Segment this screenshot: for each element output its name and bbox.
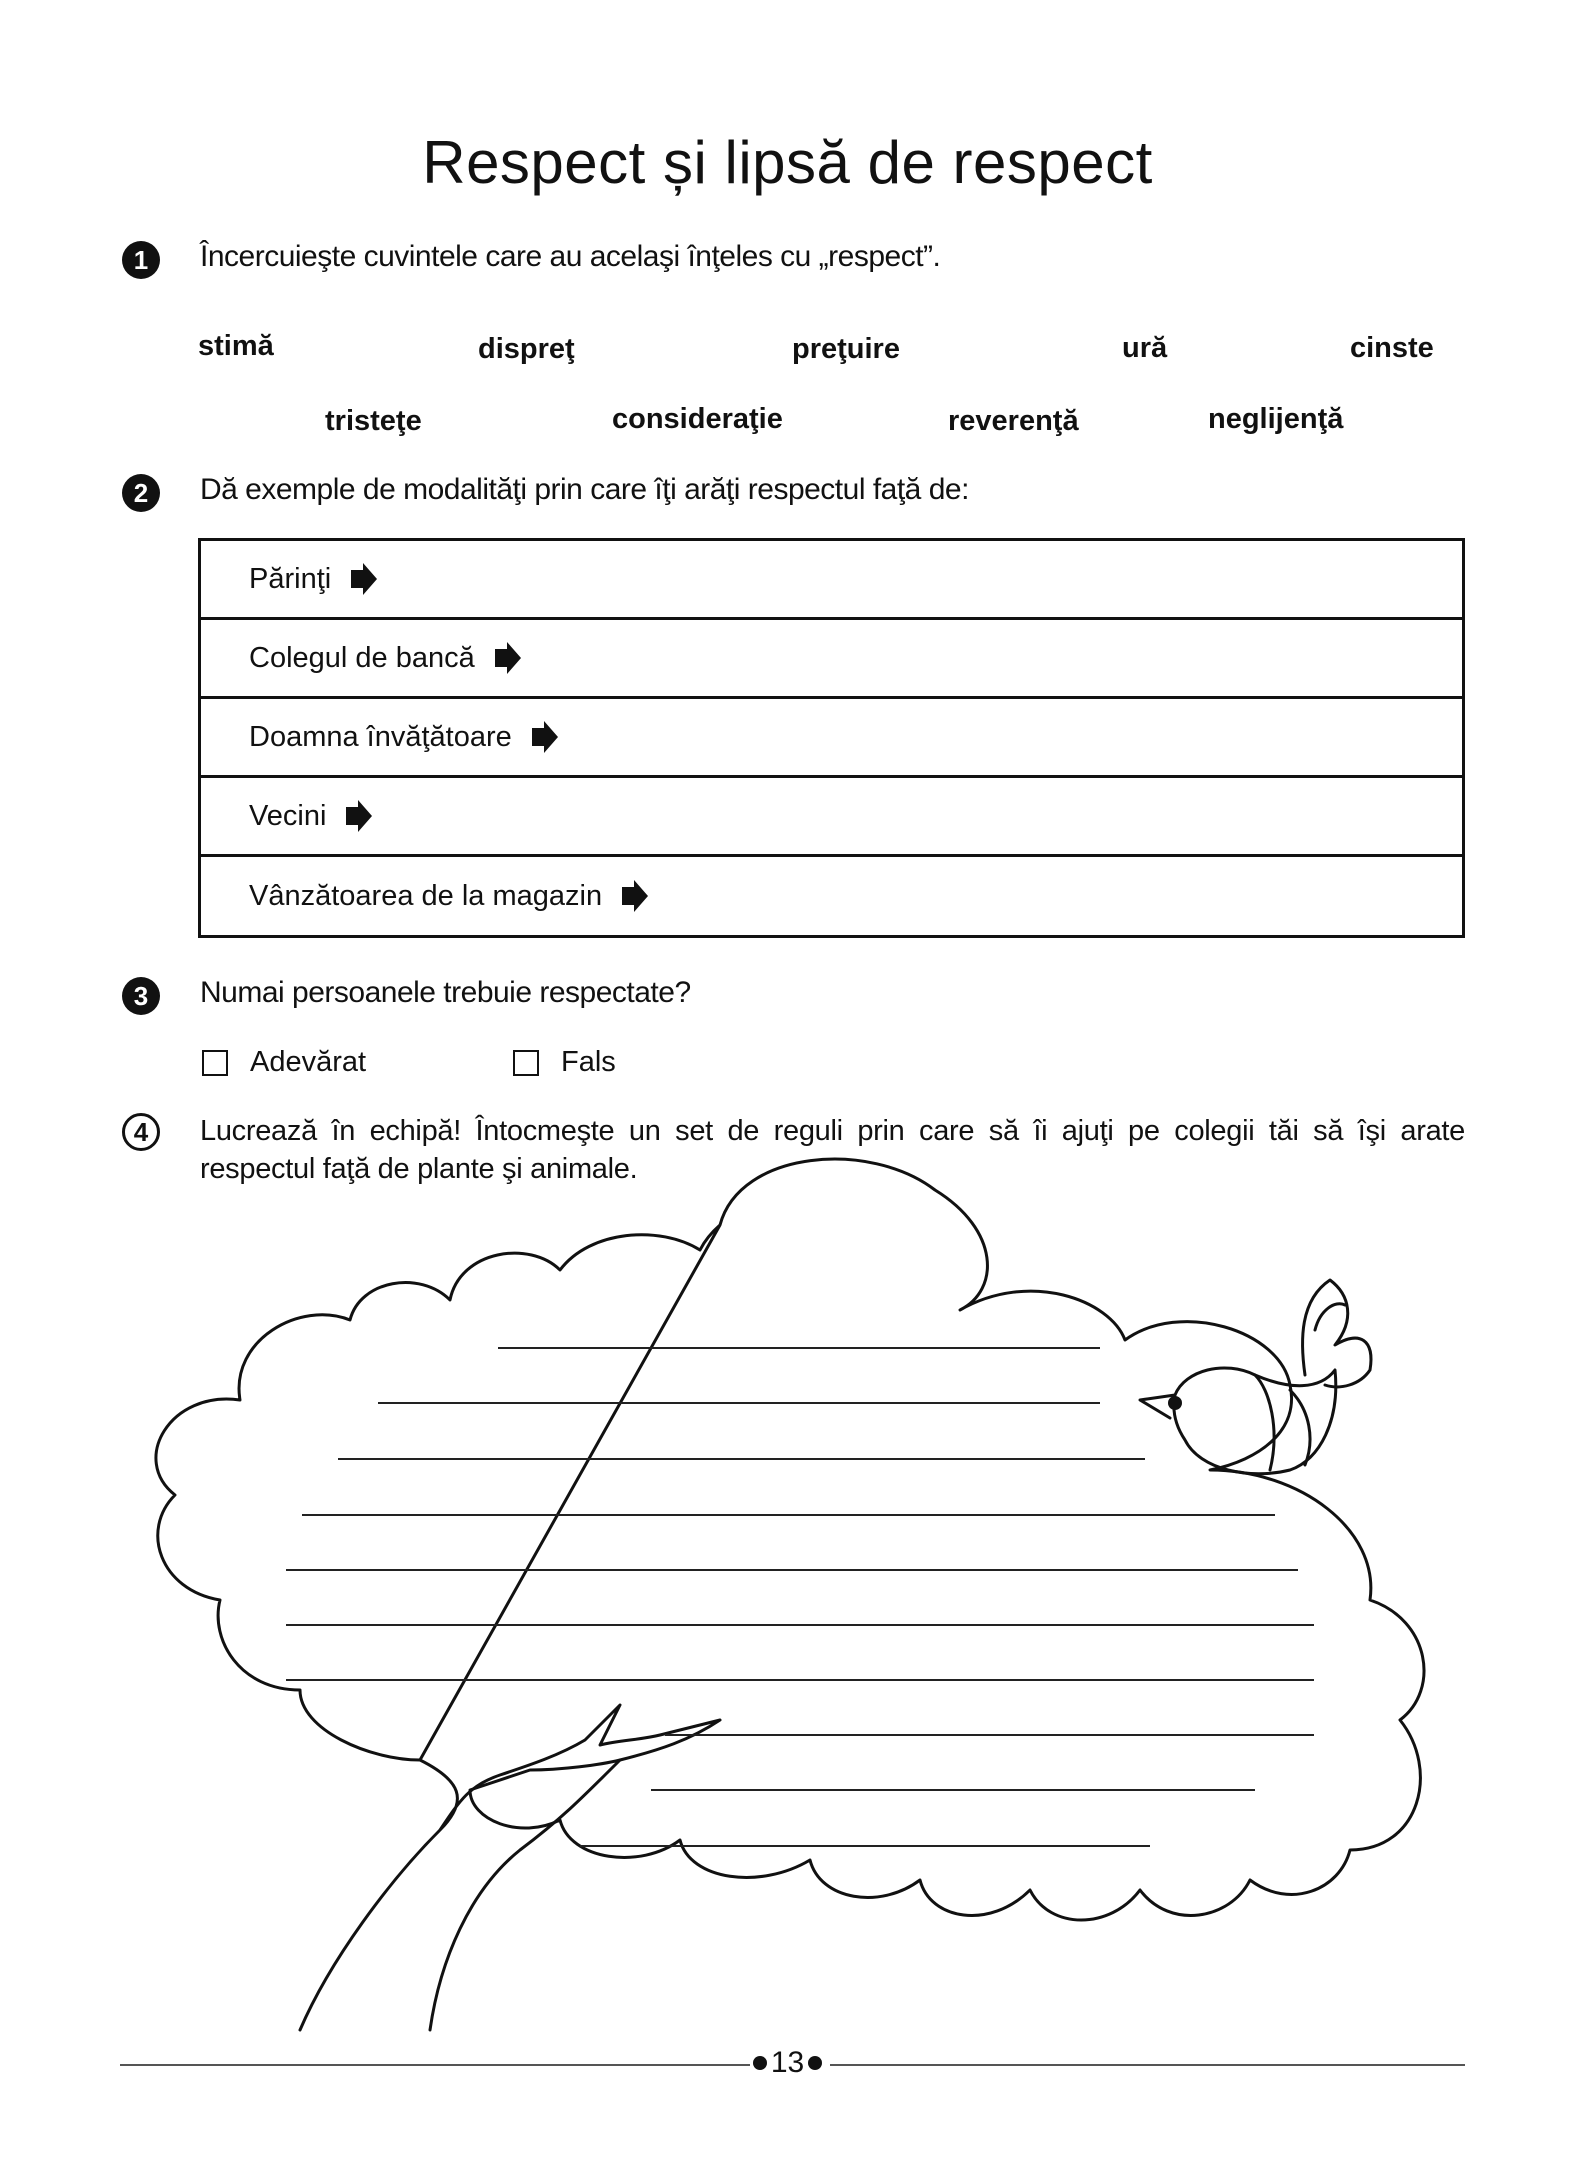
bird-icon	[1140, 1280, 1371, 1474]
row-label: Vecini	[249, 799, 327, 832]
word-option[interactable]: neglijenţă	[1208, 403, 1344, 435]
page-number	[0, 2046, 1575, 2080]
word-option[interactable]: cinste	[1350, 332, 1434, 364]
word-option[interactable]: consideraţie	[612, 403, 783, 435]
page-number-text: 13	[770, 2046, 805, 2079]
word-option[interactable]: reverenţă	[948, 405, 1079, 437]
exercise-4-number: 4	[122, 1113, 160, 1151]
word-option[interactable]: tristeţe	[325, 405, 422, 437]
exercise-2-number: 2	[122, 474, 160, 512]
word-option[interactable]: stimă	[198, 330, 274, 362]
row-label: Colegul de bancă	[249, 641, 475, 674]
word-option[interactable]: dispreţ	[478, 333, 575, 365]
exercise-4-question: Lucrează în echipă! Întocmeşte un set de reguli prin care să îi ajuţi pe colegii tăi să îşi arate respectul faţă de plante şi animale.	[200, 1115, 1465, 1185]
row-label: Vânzătoarea de la magazin	[249, 879, 603, 912]
bird-eye	[1168, 1396, 1182, 1410]
exercise-2-question: Dă exemple de modalităţi prin care îţi arăţi respectul faţă de:	[200, 473, 969, 506]
row-label: Părinţi	[249, 562, 332, 595]
option-label: Adevărat	[250, 1046, 367, 1078]
exercise-1-question: Încercuieşte cuvintele care au acelaşi înţeles cu „respect”.	[200, 240, 941, 273]
exercise-1-number: 1	[122, 241, 160, 279]
exercise-3-number: 3	[122, 977, 160, 1015]
word-option[interactable]: preţuire	[792, 333, 900, 365]
bullet-icon	[753, 2056, 767, 2070]
bullet-icon	[808, 2056, 822, 2070]
option-label: Fals	[561, 1046, 616, 1078]
tree-trunk	[300, 1705, 720, 2030]
word-option[interactable]: ură	[1122, 332, 1168, 364]
tree-canopy-outline	[156, 1159, 1424, 1920]
page-title: Respect și lipsă de respect	[422, 129, 1153, 196]
row-label: Doamna învăţătoare	[249, 720, 512, 753]
exercise-3-question: Numai persoanele trebuie respectate?	[200, 976, 691, 1009]
